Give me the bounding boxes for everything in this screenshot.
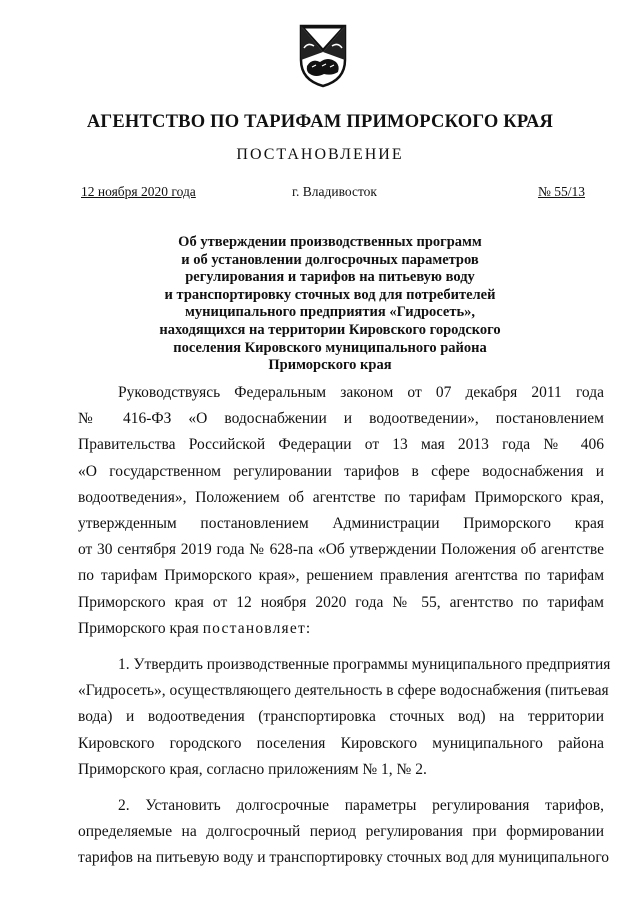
title-line: Приморского края bbox=[268, 357, 392, 374]
document-city: г. Владивосток bbox=[292, 184, 377, 199]
text-line: по тарифам Приморского края», решением правления агентства по тарифам bbox=[78, 567, 604, 585]
document-title bbox=[80, 234, 580, 375]
item-2-paragraph bbox=[78, 793, 610, 872]
text-line: от 30 сентября 2019 года № 628-па «Об утверждении Положения об агентстве bbox=[78, 541, 604, 559]
title-line: Об утверждении производственных программ bbox=[178, 234, 482, 250]
title-line: находящихся на территории Кировского городского bbox=[159, 321, 501, 338]
resolves-keyword: постановляет: bbox=[202, 619, 312, 637]
text-line: водоотведения», Положением об агентстве по тарифам Приморского края, bbox=[78, 488, 604, 506]
text-line: утвержденным постановлением Администрации Приморского края bbox=[78, 515, 604, 533]
coat-of-arms-emblem bbox=[298, 22, 348, 88]
text-fragment: Приморского края bbox=[78, 619, 203, 637]
text-line: Приморского края, согласно приложениям № 1, № 2. bbox=[78, 760, 427, 778]
text-line: Приморского края от 12 ноября 2020 года № 55, агентство по тарифам bbox=[78, 593, 604, 611]
title-line: регулирования и тарифов на питьевую воду bbox=[185, 269, 475, 286]
text-line: «О государственном регулировании тарифов в сфере водоснабжения и bbox=[78, 462, 604, 480]
text-line: № 416-ФЗ «О водоснабжении и водоотведении», постановлением bbox=[78, 410, 604, 428]
text-line: 2. Установить долгосрочные параметры регулирования тарифов, bbox=[118, 797, 604, 815]
document-type: ПОСТАНОВЛЕНИЕ bbox=[236, 146, 404, 163]
text-line: Руководствуясь Федеральным законом от 07 декабря 2011 года bbox=[118, 384, 604, 401]
text-line: 1. Утвердить производственные программы муниципального предприятия bbox=[118, 656, 611, 674]
text-line bbox=[78, 616, 604, 642]
item-1-paragraph bbox=[78, 652, 611, 783]
text-line: тарифов на питьевую воду и транспортировку сточных вод для муниципального bbox=[78, 849, 610, 867]
title-line: и об установлении долгосрочных параметров bbox=[181, 251, 479, 268]
text-line: вода) и водоотведения (транспортировка сточных вод) на территории bbox=[78, 708, 604, 726]
title-line: поселения Кировского муниципального района bbox=[173, 339, 487, 356]
agency-name: АГЕНТСТВО ПО ТАРИФАМ ПРИМОРСКОГО КРАЯ bbox=[86, 112, 554, 132]
preamble-paragraph bbox=[78, 380, 604, 642]
title-line: муниципального предприятия «Гидросеть», bbox=[185, 304, 475, 321]
document-date: 12 ноября 2020 года bbox=[81, 184, 196, 199]
text-line: Кировского городского поселения Кировского муниципального района bbox=[78, 734, 604, 752]
document-body bbox=[78, 380, 611, 872]
text-line: Правительства Российской Федерации от 13 мая 2013 года № 406 bbox=[78, 436, 604, 454]
title-line: и транспортировку сточных вод для потребителей bbox=[164, 286, 496, 303]
text-line: «Гидросеть», осуществляющего деятельность в сфере водоснабжения (питьевая bbox=[78, 682, 609, 700]
document-number: № 55/13 bbox=[537, 184, 585, 199]
text-line: определяемые на долгосрочный период регулирования при формировании bbox=[78, 823, 604, 841]
